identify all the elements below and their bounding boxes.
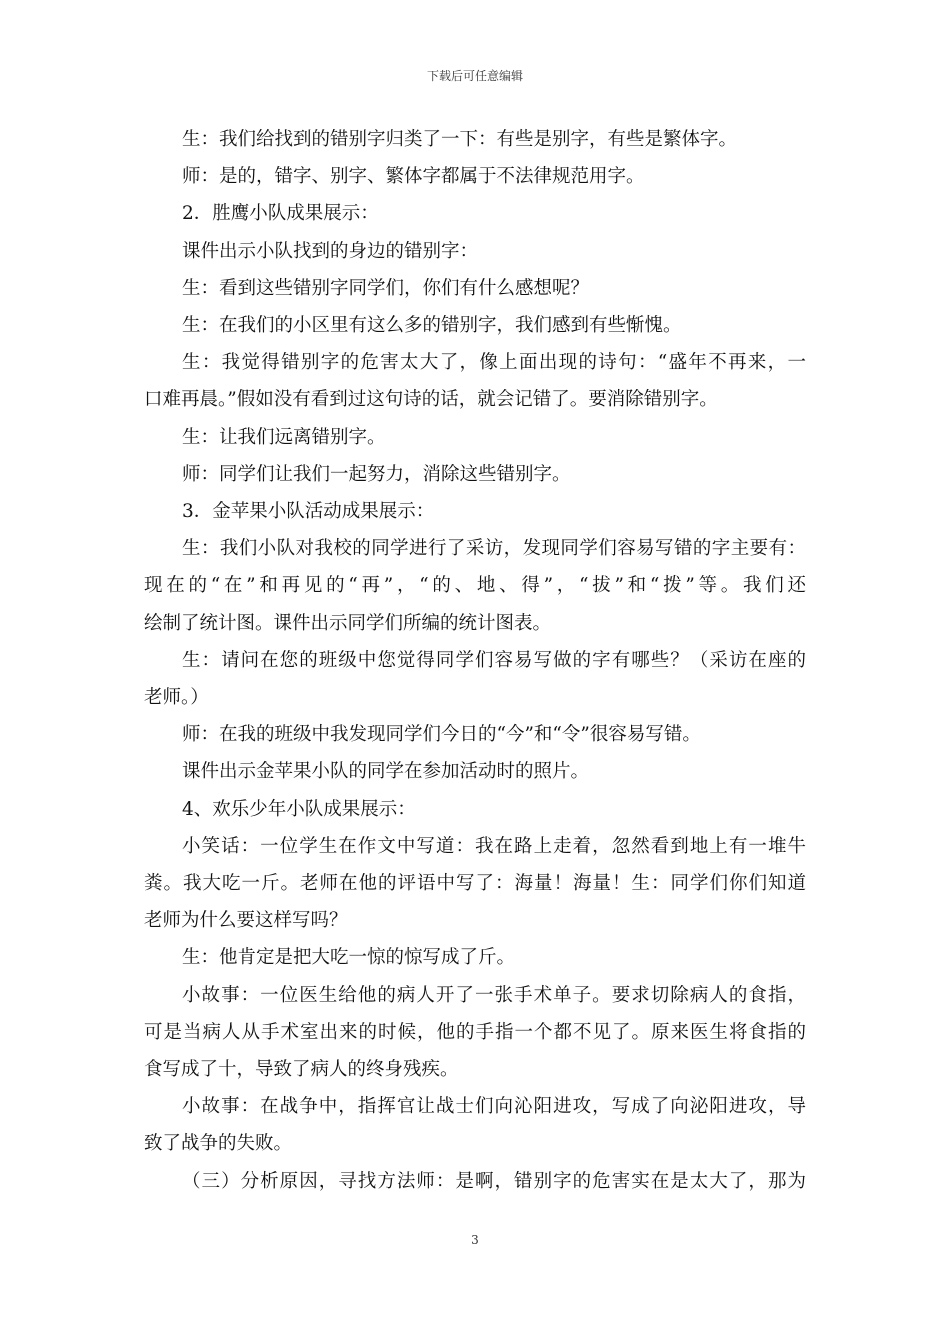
text-line: 生：我们小队对我校的同学进行了采访，发现同学们容易写错的字主要有：	[182, 538, 806, 559]
text-line: 生：在我们的小区里有这么多的错别字，我们感到有些惭愧。	[182, 315, 682, 336]
text-line: 师：在我的班级中我发现同学们今日的“今”和“令”很容易写错。	[182, 724, 701, 745]
text-line: 4、欢乐少年小队成果展示：	[182, 799, 416, 820]
text-line: 可是当病人从手术室出来的时候，他的手指一个都不见了。原来医生将食指的	[144, 1022, 806, 1043]
text-line: 食写成了十，导致了病人的终身残疾。	[144, 1059, 459, 1080]
text-line: 生：他肯定是把大吃一惊的惊写成了斤。	[182, 947, 516, 968]
text-line: 小笑话：一位学生在作文中写道：我在路上走着，忽然看到地上有一堆牛	[182, 836, 806, 857]
text-line: 生：我们给找到的错别字归类了一下：有些是别字，有些是繁体字。	[182, 129, 738, 150]
text-line: 小故事：一位医生给他的病人开了一张手术单子。要求切除病人的食指，	[182, 985, 806, 1006]
text-line: 生：请问在您的班级中您觉得同学们容易写做的字有哪些？（采访在座的	[182, 650, 806, 671]
text-line: 师：同学们让我们一起努力，消除这些错别字。	[182, 464, 571, 485]
text-line: 老师为什么要这样写吗？	[144, 910, 348, 931]
text-line: 师：是的，错字、别字、繁体字都属于不法律规范用字。	[182, 166, 645, 187]
text-line: 口难再晨。”假如没有看到过这句诗的话，就会记错了。要消除错别字。	[144, 389, 718, 410]
text-line: 生：我觉得错别字的危害太大了，像上面出现的诗句：“盛年不再来，一	[182, 352, 806, 373]
text-line: 2．胜鹰小队成果展示：	[182, 203, 379, 224]
text-line: 绘制了统计图。课件出示同学们所编的统计图表。	[144, 613, 552, 634]
text-line: 现在的“在”和再见的“再”，“的、地、得”，“拔”和“拨”等。我们还	[144, 575, 806, 596]
text-line: 小故事：在战争中，指挥官让战士们向沁阳进攻，写成了向泌阳进攻，导	[182, 1096, 806, 1117]
text-line: 生：让我们远离错别字。	[182, 427, 386, 448]
text-line: 老师。）	[144, 687, 209, 708]
text-line: 生：看到这些错别字同学们，你们有什么感想呢？	[182, 278, 590, 299]
text-line: （三）分析原因，寻找方法师：是啊，错别字的危害实在是太大了，那为	[182, 1171, 806, 1192]
page-number: 3	[471, 1233, 479, 1247]
text-line: 3．金苹果小队活动成果展示：	[182, 501, 435, 522]
text-line: 粪。我大吃一斤。老师在他的评语中写了：海量！海量！生：同学们你们知道	[144, 873, 806, 894]
text-line: 课件出示小队找到的身边的错别字：	[182, 241, 479, 262]
text-line: 致了战争的失败。	[144, 1133, 293, 1154]
text-line: 课件出示金苹果小队的同学在参加活动时的照片。	[182, 761, 590, 782]
page-header: 下载后可任意编辑	[426, 69, 523, 83]
